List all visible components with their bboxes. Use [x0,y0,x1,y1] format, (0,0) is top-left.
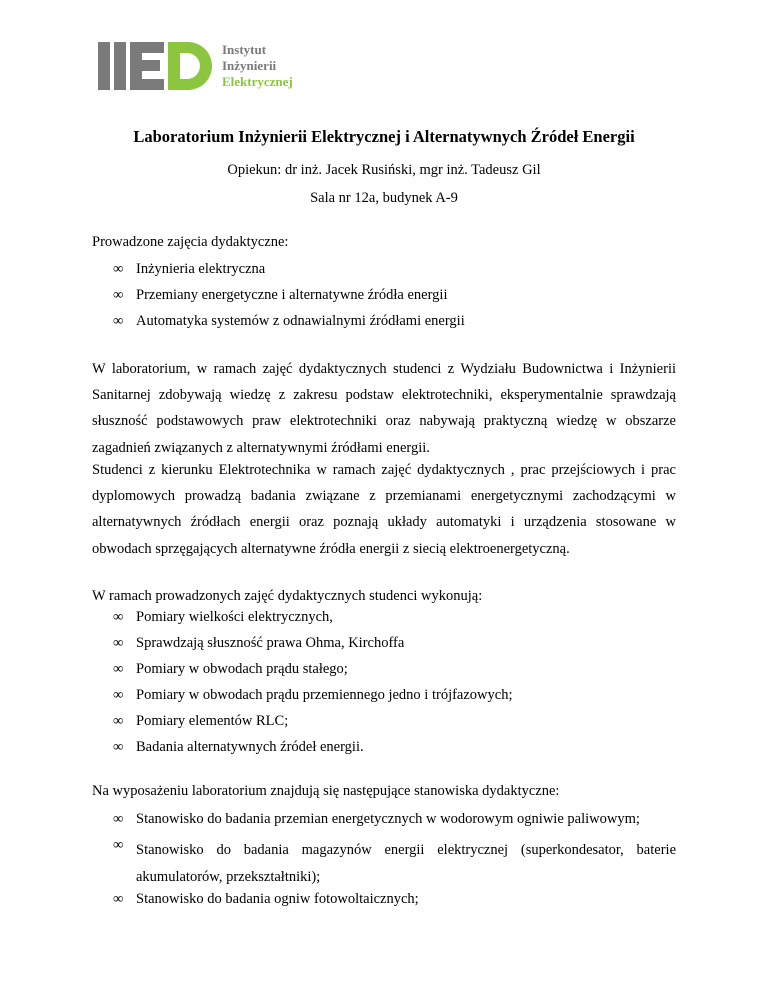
bullet-symbol: ∞ [113,713,124,729]
logo-line-3: Elektrycznej [222,74,293,89]
description-paragraph-2: Studenci z kierunku Elektrotechnika w ramach zajęć dydaktycznych , prac przejściowych i prac dyplomowych prowadzą badania związane z przemianami energetycznymi zachodzącymi w alternatywnych źródłach energii oraz poznają układy automatyki i urządzenia stosowane w obwodach sprzęgających alternatywne źródła energii z siecią elektroenergetyczną. [92,462,676,557]
iie-logo-mark [98,42,216,90]
list-item [113,713,288,730]
bullet-symbol: ∞ [113,635,124,651]
bullet-symbol: ∞ [113,609,124,625]
list-item-text: Inżynieria elektryczna [136,261,266,277]
list-item [113,609,333,626]
supervisors-line: Opiekun: dr inż. Jacek Rusiński, mgr inż. Tadeusz Gil [227,162,541,178]
list-item [113,837,676,891]
list-item [113,261,265,278]
bullet-symbol: ∞ [113,261,124,277]
bullet-symbol: ∞ [113,891,124,907]
classes-heading: Prowadzone zajęcia dydaktyczne: [92,234,289,250]
list-item-text: Sprawdzają słuszność prawa Ohma, Kirchoffa [136,635,405,651]
list-item [113,687,512,704]
bullet-symbol: ∞ [113,287,124,303]
list-item [113,891,419,908]
list-item-text: Pomiary wielkości elektrycznych, [136,609,333,625]
list-item-text: Pomiary w obwodach prądu stałego; [136,661,348,677]
logo-line-1: Instytut [222,42,267,57]
list-item-text: Stanowisko do badania przemian energetycznych w wodorowym ogniwie paliwowym; [136,811,640,827]
bullet-symbol: ∞ [113,313,124,329]
list-item-text: Automatyka systemów z odnawialnymi źródłami energii [136,313,465,329]
page-title: Laboratorium Inżynierii Elektrycznej i Alternatywnych Źródeł Energii [133,127,635,146]
list-item-text: Pomiary w obwodach prądu przemiennego jedno i trójfazowych; [136,687,513,703]
description-paragraph-3: W ramach prowadzonych zajęć dydaktycznych studenci wykonują: [92,588,483,604]
list-item-text: Stanowisko do badania magazynów energii elektrycznej (superkondesator, baterie akumulatorów, przekształtniki); [136,842,676,885]
logo-line-2: Inżynierii [222,58,277,73]
list-item [113,635,404,652]
list-item-text: Przemiany energetyczne i alternatywne źródła energii [136,287,448,303]
room-line: Sala nr 12a, budynek A-9 [310,190,458,206]
bullet-symbol: ∞ [113,687,124,703]
bullet-symbol: ∞ [113,811,124,827]
list-item [113,811,640,828]
institute-logo [98,40,318,92]
list-item-text: Stanowisko do badania ogniw fotowoltaicznych; [136,891,419,907]
bullet-symbol: ∞ [113,837,124,853]
list-item [113,739,364,756]
description-paragraph-1: W laboratorium, w ramach zajęć dydaktycznych studenci z Wydziału Budownictwa i Inżynierii Sanitarnej zdobywają wiedzę z zakresu podstaw elektrotechniki, eksperymentalnie sprawdzają słuszność podstawowych praw elektrotechniki oraz nabywają praktyczną wiedzę w obszarze zagadnień związanych z alternatywnymi źródłami energii. [92,361,676,456]
bullet-symbol: ∞ [113,739,124,755]
list-item [113,313,465,330]
list-item [113,661,348,678]
list-item [113,287,447,304]
list-item-text: Pomiary elementów RLC; [136,713,289,729]
equipment-heading: Na wyposażeniu laboratorium znajdują się następujące stanowiska dydaktyczne: [92,783,560,799]
list-item-text: Badania alternatywnych źródeł energii. [136,739,364,755]
bullet-symbol: ∞ [113,661,124,677]
logo-wordmark [222,42,293,90]
